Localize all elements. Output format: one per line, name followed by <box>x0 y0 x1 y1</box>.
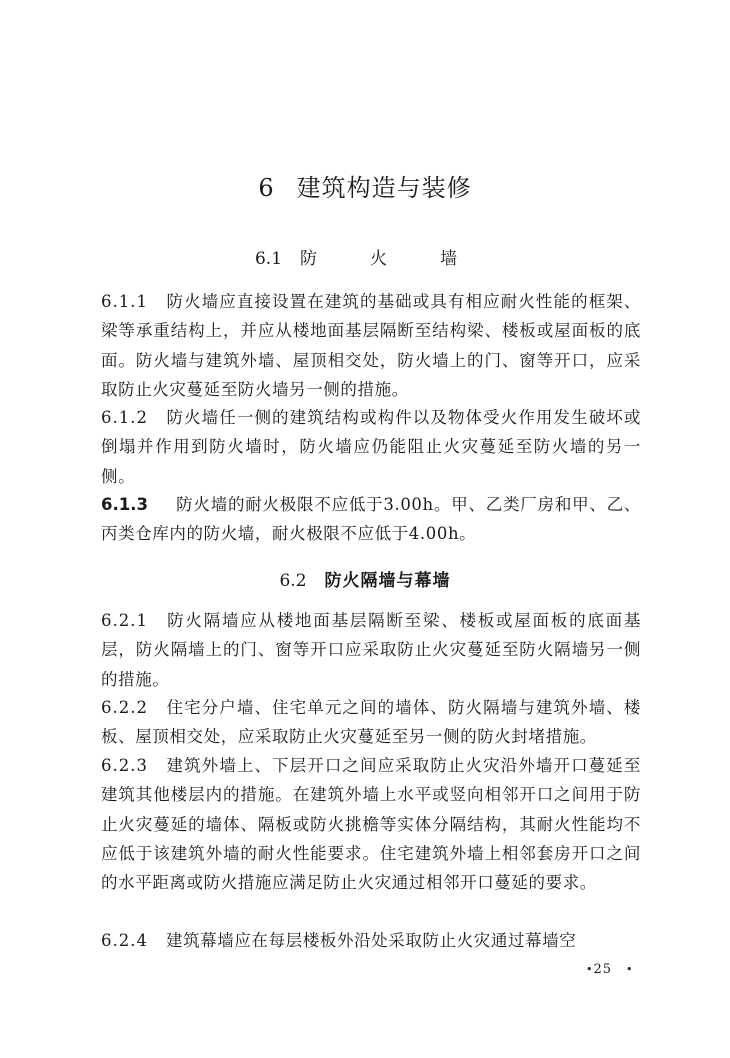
clause-text: 防火墙任一侧的建筑结构或构件以及物体受火作用发生破坏或倒塌并作用到防火墙时，防火墙应仍能阻止火灾蔓延至防火墙的另一侧。 <box>101 408 641 486</box>
section-title <box>0 244 730 269</box>
clause-text: 防火墙应直接设置在建筑的基础或具有相应耐火性能的框架、梁等承重结构上，并应从楼地面基层隔断至结构梁、楼板或屋面板的底面。防火墙与建筑外墙、屋顶相交处，防火墙上的门、窗等开口，应采取防止火灾蔓延至防火墙另一侧的措施。 <box>101 292 641 399</box>
chapter-number: 6 <box>258 174 275 202</box>
clause-paragraph <box>101 287 641 404</box>
page-footer <box>586 962 634 977</box>
chapter-name: 建筑构造与装修 <box>296 174 472 202</box>
clause-number: 6.2.3 <box>101 756 148 775</box>
clause-number: 6.1.2 <box>101 408 148 427</box>
clause-number: 6.1.3 <box>101 495 148 514</box>
clause-text: 建筑外墙上、下层开口之间应采取防止火灾沿外墙开口蔓延至建筑其他楼层内的措施。在建筑外墙上水平或竖向相邻开口之间用于防止火灾蔓延的墙体、隔板或防火挑檐等实体分隔结构，其耐火性能均不应低于该建筑外墙的耐火性能要求。住宅建筑外墙上相邻套房开口之间的水平距离或防火措施应满足防止火灾通过相邻开口蔓延的要求。 <box>101 756 641 893</box>
section-name: 防火隔墙与幕墙 <box>324 571 451 591</box>
clause-paragraph <box>101 693 641 752</box>
clause-paragraph <box>101 490 641 549</box>
clause-number: 6.2.2 <box>101 698 148 717</box>
clause-text: 防火隔墙应从楼地面基层隔断至梁、楼板或屋面板的底面基层，防火隔墙上的门、窗等开口应采取防止火灾蔓延至防火隔墙另一侧的措施。 <box>101 611 641 689</box>
clause-paragraph <box>101 606 641 694</box>
clause-paragraph <box>101 403 641 491</box>
clause-number: 6.1.1 <box>101 292 148 311</box>
clause-paragraph <box>101 926 641 955</box>
section-number: 6.1 <box>254 249 283 269</box>
clause-paragraph <box>101 751 641 897</box>
page-number: 25 <box>593 962 613 977</box>
footer-dot: • <box>586 963 594 976</box>
clause-text: 防火墙的耐火极限不应低于3.00h。甲、乙类厂房和甲、乙、丙类仓库内的防火墙，耐火极限不应低于4.00h。 <box>101 495 641 544</box>
clause-text: 建筑幕墙应在每层楼板外沿处采取防止火灾通过幕墙空 <box>165 931 577 950</box>
clause-number: 6.2.1 <box>101 611 148 630</box>
section-name: 防 火 墙 <box>300 249 476 269</box>
section-number: 6.2 <box>279 571 307 591</box>
section-title <box>0 566 730 591</box>
chapter-title <box>0 168 730 203</box>
clause-number: 6.2.4 <box>101 931 148 950</box>
footer-dot: • <box>626 963 634 976</box>
clause-text: 住宅分户墙、住宅单元之间的墙体、防火隔墙与建筑外墙、楼板、屋顶相交处，应采取防止火灾蔓延至另一侧的防火封堵措施。 <box>101 698 641 747</box>
